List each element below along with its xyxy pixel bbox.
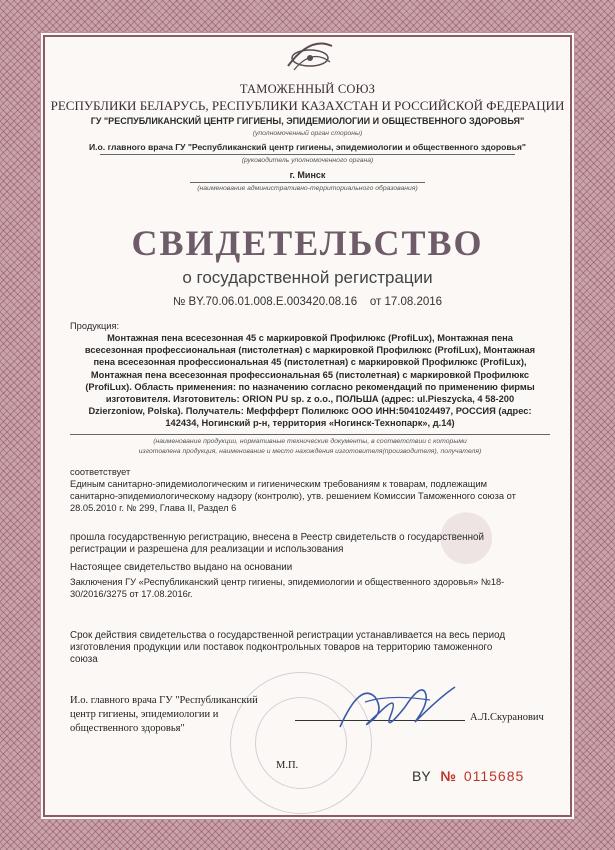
city-underline — [190, 182, 425, 183]
product-description — [70, 332, 550, 430]
union-name: ТАМОЖЕННЫЙ СОЮЗ — [239, 82, 376, 96]
certificate-title: СВИДЕТЕЛЬСТВО — [131, 223, 484, 263]
republics-line: РЕСПУБЛИКИ БЕЛАРУСЬ, РЕСПУБЛИКИ КАЗАХСТАН И РОССИЙСКОЙ ФЕДЕРАЦИИ — [50, 98, 565, 113]
watermark-mark: ● — [430, 464, 503, 598]
product-line: Монтажная пена всесезонная 45 с маркировкой Профилюкс (ProfiLux), Монтажная пена — [107, 333, 513, 343]
registration-number: № BY.70.06.01.008.E.003420.08.16 — [172, 296, 358, 308]
product-line: (ProfiLux). Область применения: по назначению согласно рекомендаций по применению фирмы — [85, 381, 535, 392]
head-underline — [100, 154, 515, 155]
signatory-name: А.Л.Скуранович — [470, 712, 544, 723]
basis-label: Настоящее свидетельство выдано на основании — [70, 562, 293, 573]
serial-country: BY — [412, 768, 431, 784]
head-caption: (руководитель уполномоченного органа) — [241, 157, 374, 164]
city-caption: (наименование административно-территориального образования) — [197, 185, 418, 192]
product-line: Монтажная пена всесезонная профессиональная 65 (пистолетная) с маркировкой Профилюкс — [90, 369, 530, 380]
conformity-line: 28.05.2010 г. № 299, Глава II, Раздел 6 — [70, 503, 237, 514]
signatory-position-line: И.о. главного врача ГУ "Республиканский — [70, 695, 258, 706]
serial-no-sign: № — [440, 768, 456, 784]
product-caption — [70, 434, 550, 456]
conformity-text — [70, 478, 560, 515]
signatory-position-line: общественного здоровья" — [70, 723, 185, 734]
product-line: 142434, Ногинский р-н, территория «Ногинск-Технопарк», д.14) — [165, 418, 455, 429]
validity-line: изготовления продукции или поставок подконтрольных товаров на территорию таможенного — [70, 642, 493, 654]
conformity-line: Единым санитарно-эпидемиологическим и гигиеническим требованиям к товарам, подлежащим — [70, 479, 488, 489]
product-caption-line: (наименование продукции, нормативные технические документы, в соответствии с которыми — [153, 438, 467, 445]
certificate-body — [40, 32, 575, 820]
validity-text — [70, 630, 560, 667]
product-caption-line: изготовлена продукция, наименование и место нахождения изготовителя(производителя), получателя) — [138, 447, 482, 455]
registration-date: от 17.08.2016 — [369, 296, 443, 308]
head-line: И.о. главного врача ГУ "Республиканский центр гигиены, эпидемиологии и общественного здоровья" — [88, 142, 527, 152]
product-line: всесезонная профессиональная (пистолетная) с маркировкой Профилюкс (ProfiLux), Монтажная — [84, 345, 536, 356]
registration-number-row — [40, 296, 575, 308]
product-line: изготовителя. Изготовитель: ORION PU sp. z o.o., ПОЛЬША (адрес: ul.Pieszycka, 4 58-200 — [105, 394, 515, 405]
basis-text — [70, 576, 560, 600]
registration-text — [70, 532, 560, 556]
city-line: г. Минск — [289, 170, 326, 180]
validity-line: Срок действия свидетельства о государственной регистрации устанавливается на весь период — [70, 630, 506, 641]
authority-line: ГУ "РЕСПУБЛИКАНСКИЙ ЦЕНТР ГИГИЕНЫ, ЭПИДЕМИОЛОГИИ И ОБЩЕСТВЕННОГО ЗДОРОВЬЯ" — [90, 116, 525, 126]
product-line: пена всесезонная профессиональная 45 (пистолетная) с маркировкой Профилюкс (ProfiLux), — [93, 357, 527, 368]
certificate-subtitle: о государственной регистрации — [182, 268, 433, 287]
seal-label: М.П. — [276, 760, 299, 771]
authority-caption: (уполномоченный орган стороны) — [252, 130, 363, 137]
conformity-label: соответствует — [70, 467, 131, 477]
registration-line: прошла государственную регистрацию, внесена в Реестр свидетельств о государственной — [70, 532, 484, 543]
registration-line: регистрации и разрешена для реализации и использования — [70, 544, 344, 556]
basis-line: Заключения ГУ «Республиканский центр гигиены, эпидемиологии и общественного здоровья» №18- — [70, 577, 505, 587]
validity-line: союза — [70, 654, 98, 666]
conformity-line: санитарно-эпидемиологическому надзору (контролю), утв. решением Комиссии Таможенного союза от — [70, 491, 516, 502]
emblem-icon — [280, 36, 340, 78]
product-label: Продукция: — [70, 321, 120, 331]
serial-value: 0115685 — [463, 768, 525, 784]
product-line: Dzierzoniow, Polska). Получатель: Меффферт Полилюкс ООО ИНН:5041024497, РОССИЯ (адрес: — [88, 406, 532, 417]
serial-number — [412, 768, 524, 784]
signature-icon — [330, 672, 460, 742]
signatory-position — [70, 694, 258, 736]
signatory-position-line: центр гигиены, эпидемиологии и — [70, 709, 219, 720]
basis-line: 30/2016/3275 от 17.08.2016г. — [70, 589, 193, 600]
